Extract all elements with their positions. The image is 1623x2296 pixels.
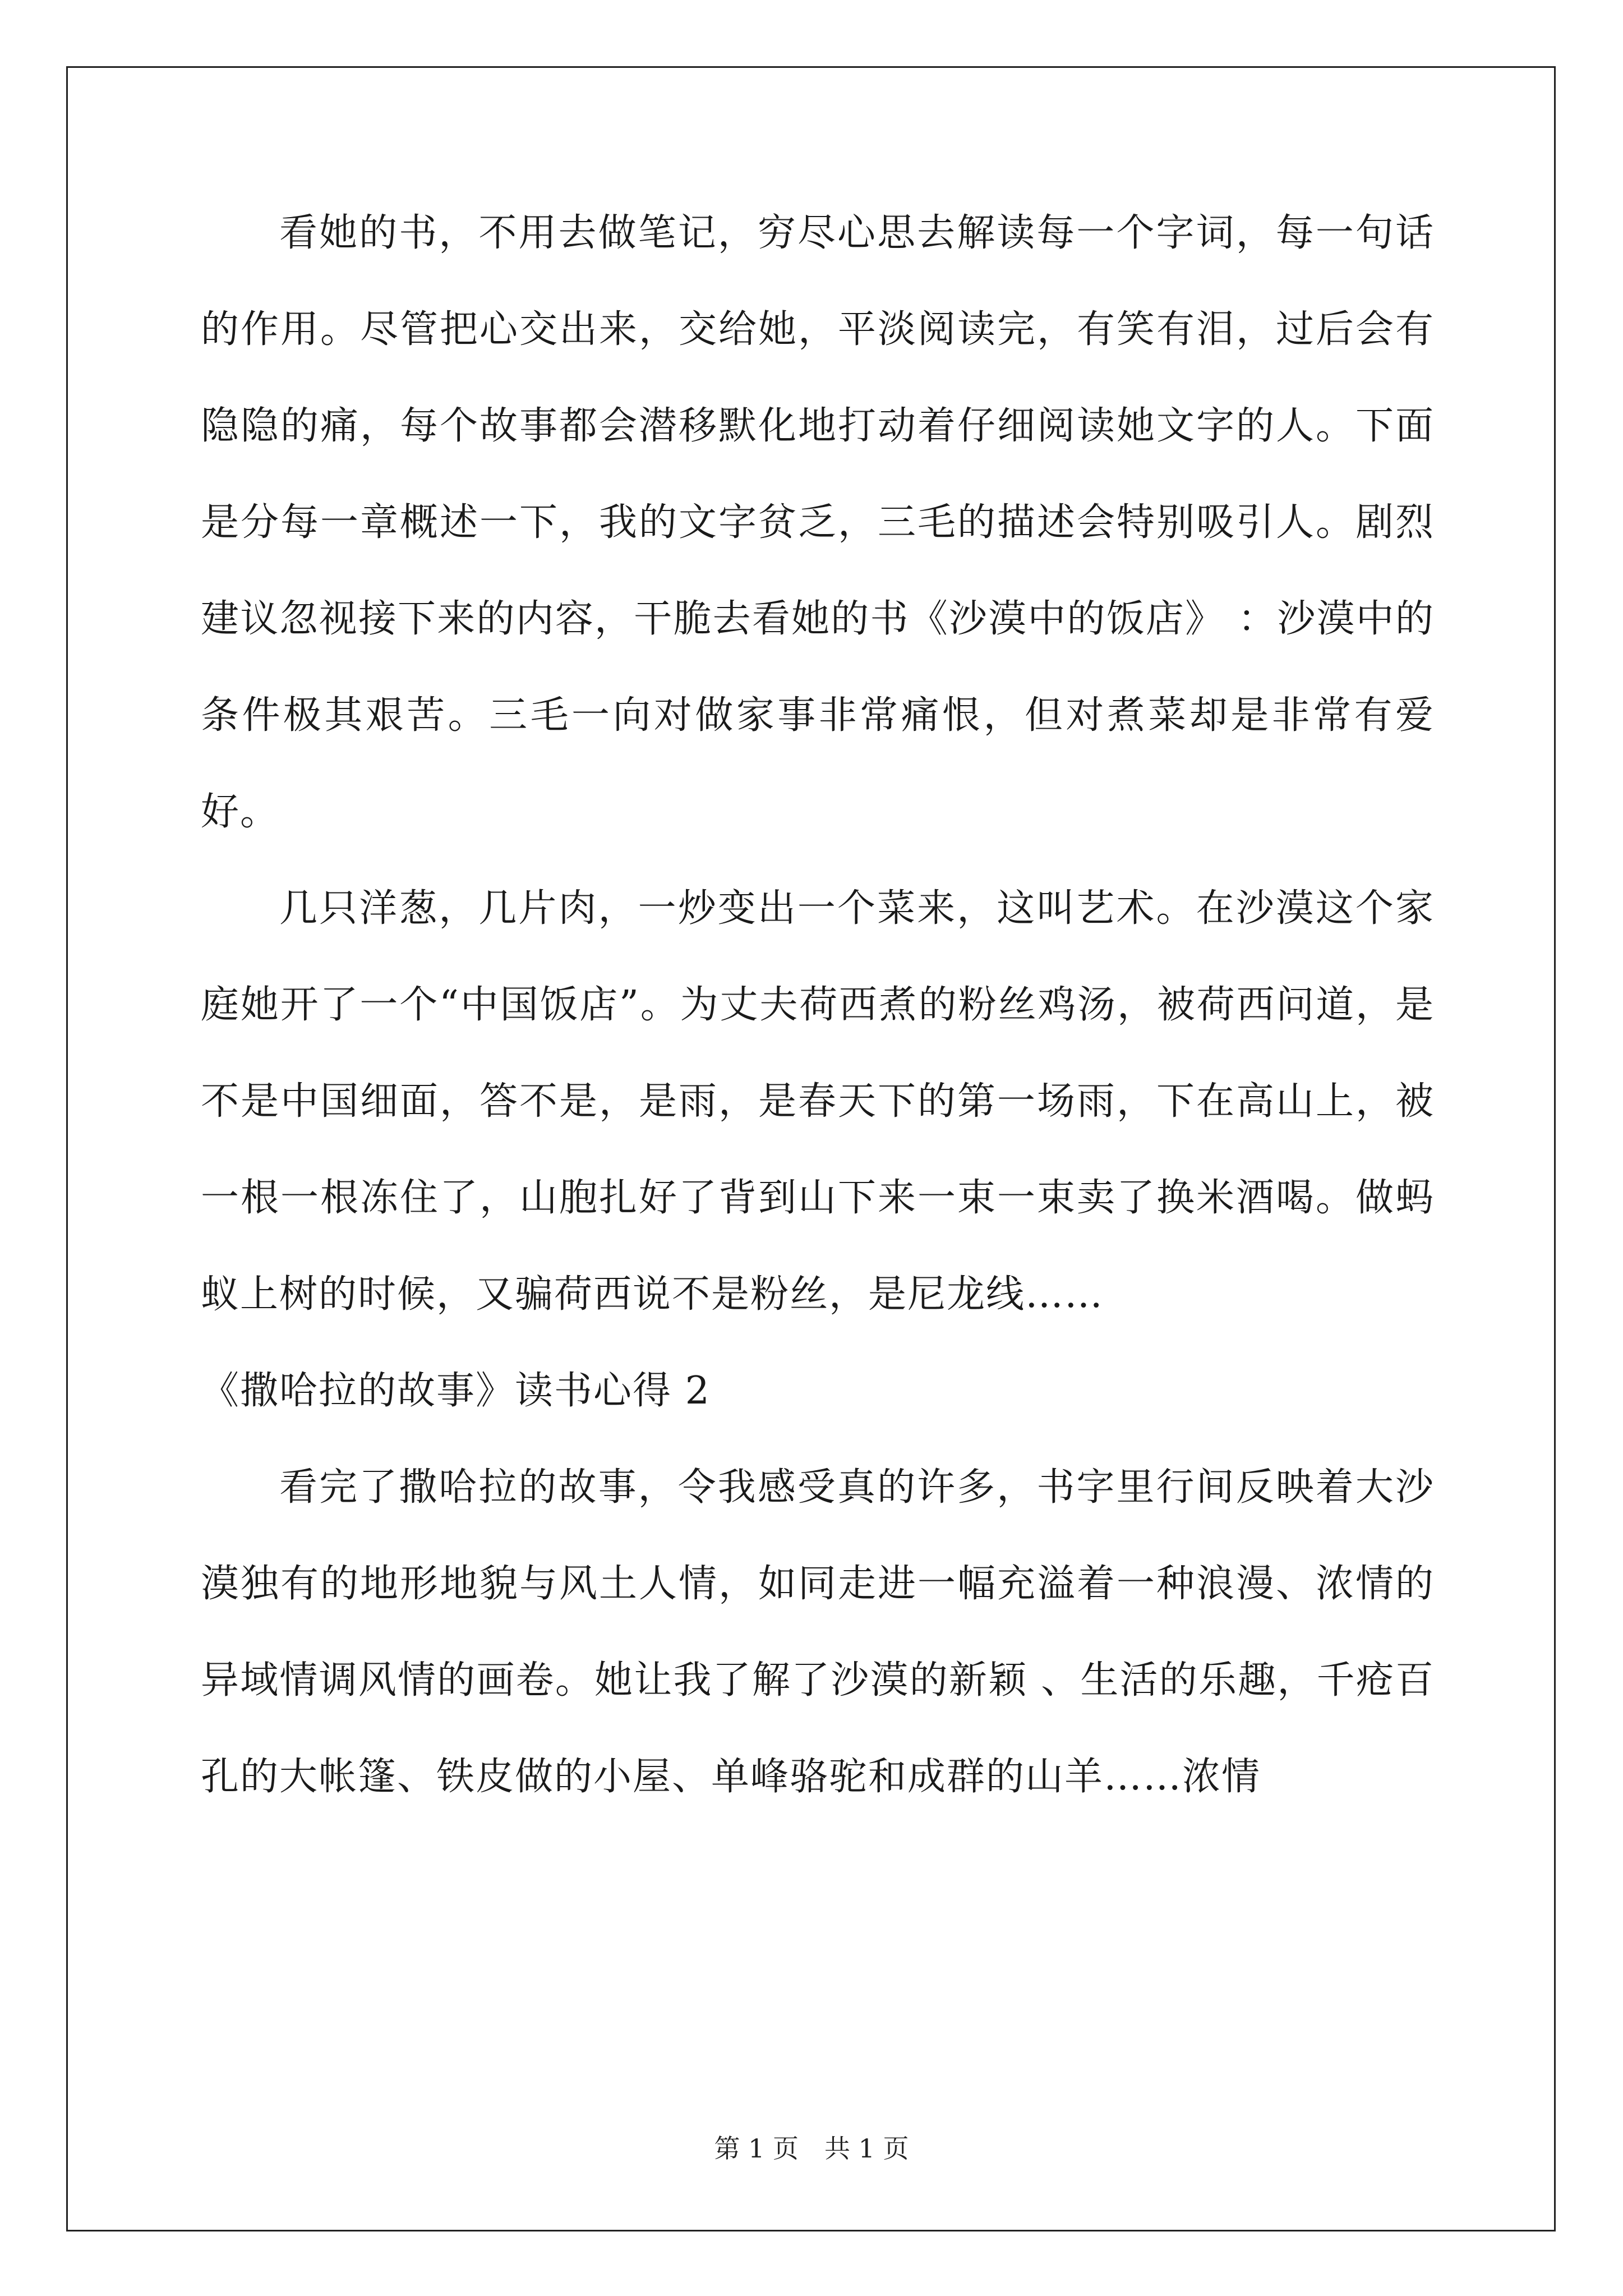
document-body	[201, 185, 1435, 1825]
section-heading: 《撒哈拉的故事》读书心得 2	[201, 1369, 711, 1413]
page-footer: 第 1 页 共 1 页	[714, 2133, 909, 2164]
paragraph-3: 看完了撒哈拉的故事，令我感受真的许多，书字里行间反映着大沙漠独有的地形地貌与风土人情，如同走进一幅充溢着一种浪漫、浓情的异域情调风情的画卷。她让我了解了沙漠的新颖 、生活的乐趣，千疮百孔的大帐篷、铁皮做的小屋、单峰骆驼和成群的山羊……浓情	[201, 1465, 1435, 1799]
paragraph-1: 看她的书，不用去做笔记，穷尽心思去解读每一个字词，每一句话的作用。尽管把心交出来，交给她，平淡阅读完，有笑有泪，过后会有隐隐的痛，每个故事都会潜移默化地打动着仔细阅读她文字的人。下面是分每一章概述一下，我的文字贫乏，三毛的描述会特别吸引人。剧烈建议忽视接下来的内容，干脆去看她的书《沙漠中的饭店》 ：沙漠中的条件极其艰苦。三毛一向对做家事非常痛恨，但对煮菜却是非常有爱好。	[201, 211, 1435, 834]
paragraph-2: 几只洋葱，几片肉，一炒变出一个菜来，这叫艺术。在沙漠这个家庭她开了一个“中国饭店”。为丈夫荷西煮的粉丝鸡汤，被荷西问道，是不是中国细面，答不是，是雨，是春天下的第一场雨，下在高山上，被一根一根冻住了，山胞扎好了背到山下来一束一束卖了换米酒喝。做蚂蚁上树的时候，又骗荷西说不是粉丝，是尼龙线……	[201, 886, 1435, 1317]
